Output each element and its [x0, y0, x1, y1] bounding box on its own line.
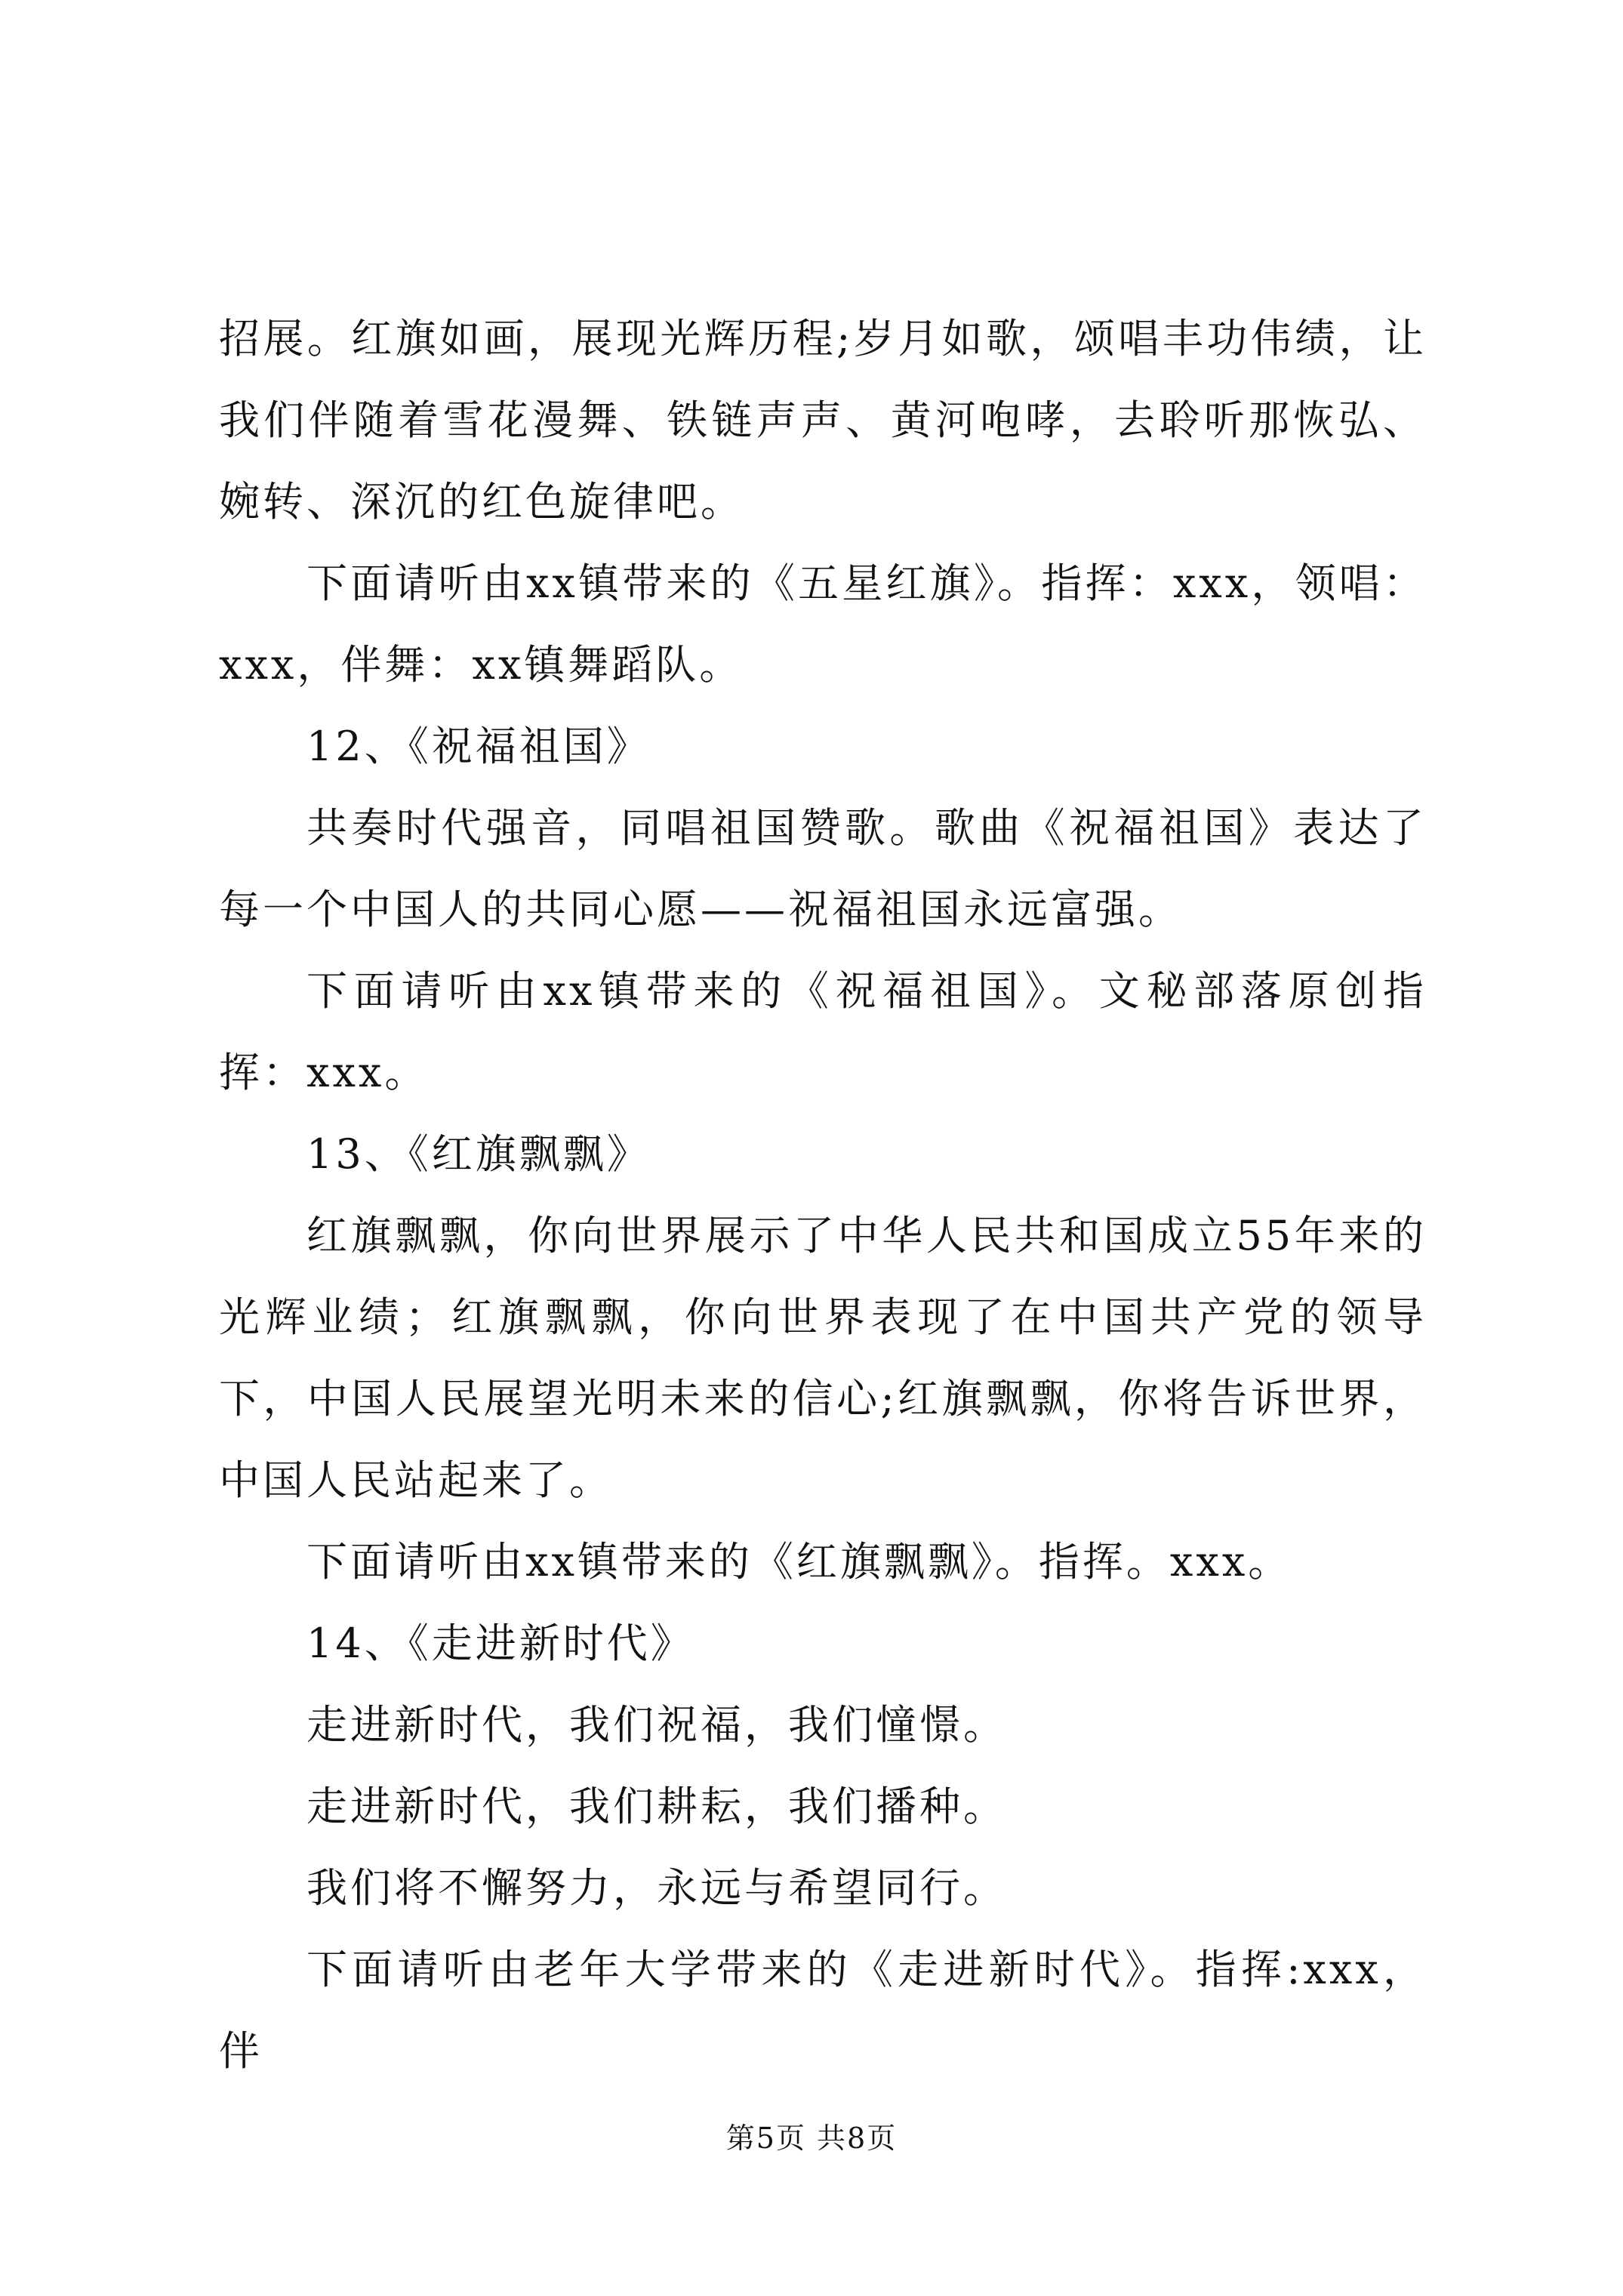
paragraph-hongqi-piaopiao-desc: 红旗飘飘，你向世界展示了中华人民共和国成立55年来的光辉业绩；红旗飘飘，你向世界表现了在中国共产党的领导下，中国人民展望光明未来的信心;红旗飘飘，你将告诉世界，中国人民站起来了。: [219, 1212, 1427, 1504]
document-body: [219, 298, 1427, 2092]
paragraph-continuation: 招展。红旗如画，展现光辉历程;岁月如歌，颂唱丰功伟绩，让我们伴随着雪花漫舞、铁链声声、黄河咆哮，去聆听那恢弘、婉转、深沉的红色旋律吧。: [219, 315, 1427, 525]
section-heading-13: 13、《红旗飘飘》: [306, 1130, 651, 1178]
section-heading-14: 14、《走进新时代》: [306, 1620, 694, 1667]
paragraph-verse-3: 我们将不懈努力，永远与希望同行。: [306, 1864, 1007, 1912]
paragraph-zhufu-zuguo-desc: 共奏时代强音，同唱祖国赞歌。歌曲《祝福祖国》表达了每一个中国人的共同心愿——祝福祖国永远富强。: [219, 804, 1427, 933]
section-heading-12: 12、《祝福祖国》: [306, 723, 651, 770]
paragraph-zhufu-zuguo-intro: 下面请听由xx镇带来的《祝福祖国》。文秘部落原创指挥：xxx。: [219, 967, 1427, 1096]
paragraph-verse-2: 走进新时代，我们耕耘，我们播种。: [306, 1783, 1007, 1830]
paragraph-hongqi-piaopiao-intro: 下面请听由xx镇带来的《红旗飘飘》。指挥。xxx。: [306, 1538, 1292, 1586]
paragraph-verse-1: 走进新时代，我们祝福，我们憧憬。: [306, 1701, 1007, 1749]
paragraph-wuxing-hongqi-intro: 下面请听由xx镇带来的《五星红旗》。指挥：xxx，领唱：xxx，伴舞：xx镇舞蹈队。: [219, 559, 1427, 689]
page-number-label: 第5页 共8页: [725, 2122, 898, 2155]
paragraph-zoujin-xinshidai-intro: 下面请听由老年大学带来的《走进新时代》。指挥:xxx，伴: [219, 1946, 1427, 2075]
page-footer: [0, 2120, 1623, 2156]
